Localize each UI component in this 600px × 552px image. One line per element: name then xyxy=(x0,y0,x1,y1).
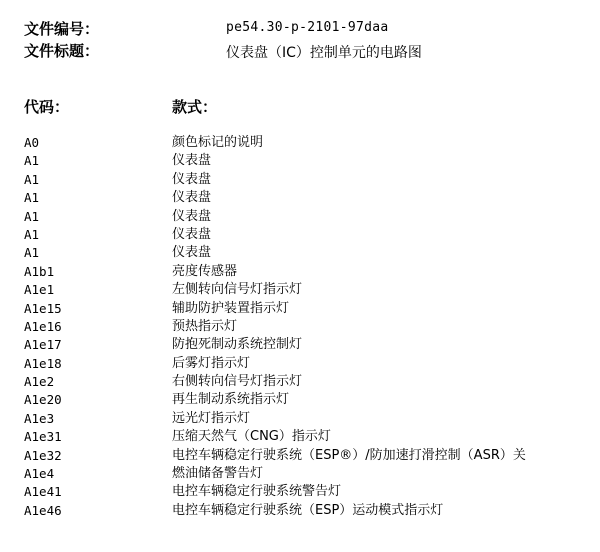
list-item xyxy=(0,281,600,299)
list-item xyxy=(0,171,600,189)
component-description: 压缩天然气（CNG）指示灯 xyxy=(172,429,331,445)
list-item xyxy=(0,391,600,409)
component-description: 仪表盘 xyxy=(172,190,212,206)
component-code: A1 xyxy=(24,226,40,242)
list-item xyxy=(0,189,600,207)
component-description: 后雾灯指示灯 xyxy=(172,355,251,371)
component-description: 仪表盘 xyxy=(172,208,212,224)
style-column-header: 款式： xyxy=(172,98,218,116)
component-code: A1e46 xyxy=(24,502,62,518)
component-description: 右侧转向信号灯指示灯 xyxy=(172,374,303,390)
code-column-header: 代码： xyxy=(24,98,70,116)
component-code: A1 xyxy=(24,245,40,261)
component-code: A1e32 xyxy=(24,447,62,463)
list-item xyxy=(0,300,600,318)
component-description: 仪表盘 xyxy=(172,226,212,242)
component-description: 仪表盘 xyxy=(172,153,212,169)
list-item xyxy=(0,428,600,446)
list-item xyxy=(0,208,600,226)
list-item xyxy=(0,152,600,170)
component-code: A1e17 xyxy=(24,337,62,353)
list-item xyxy=(0,465,600,483)
component-code: A1 xyxy=(24,171,40,187)
component-code: A1e20 xyxy=(24,392,62,408)
list-item xyxy=(0,318,600,336)
component-code: A1e3 xyxy=(24,410,55,426)
file-title-label: 文件标题： xyxy=(24,42,100,60)
component-description: 电控车辆稳定行驶系统（ESP）运动模式指示灯 xyxy=(172,502,444,518)
list-item xyxy=(0,336,600,354)
component-description: 辅助防护装置指示灯 xyxy=(172,300,290,316)
list-item xyxy=(0,355,600,373)
component-description: 电控车辆稳定行驶系统（ESP®）/防加速打滑控制（ASR）关 xyxy=(172,447,526,463)
component-description: 左侧转向信号灯指示灯 xyxy=(172,282,303,298)
component-description: 亮度传感器 xyxy=(172,263,238,279)
component-code: A1e4 xyxy=(24,466,55,482)
list-item xyxy=(0,373,600,391)
component-description: 颜色标记的说明 xyxy=(172,135,264,150)
component-description: 电控车辆稳定行驶系统警告灯 xyxy=(172,484,342,500)
component-description: 远光灯指示灯 xyxy=(172,410,251,426)
component-code: A1e18 xyxy=(24,355,62,371)
component-code: A1e31 xyxy=(24,429,62,445)
component-description: 燃油储备警告灯 xyxy=(172,466,264,482)
component-list xyxy=(0,134,600,520)
component-code: A1e16 xyxy=(24,318,62,334)
component-description: 再生制动系统指示灯 xyxy=(172,392,290,408)
component-code: A1 xyxy=(24,208,40,224)
file-number-label: 文件编号： xyxy=(24,20,100,38)
component-code: A1 xyxy=(24,153,40,169)
list-item xyxy=(0,134,600,152)
component-code: A1e15 xyxy=(24,300,62,316)
file-title-value: 仪表盘（IC）控制单元的电路图 xyxy=(226,45,422,61)
list-item xyxy=(0,483,600,501)
component-code: A1e2 xyxy=(24,374,55,390)
file-number-value: pe54.30-p-2101-97daa xyxy=(226,20,389,35)
component-code: A1 xyxy=(24,190,40,206)
list-item xyxy=(0,447,600,465)
component-code: A1e41 xyxy=(24,484,62,500)
list-item xyxy=(0,410,600,428)
component-code: A1e1 xyxy=(24,282,55,298)
list-item xyxy=(0,244,600,262)
component-code: A0 xyxy=(24,135,40,150)
component-description: 仪表盘 xyxy=(172,245,212,261)
component-description: 防抱死制动系统控制灯 xyxy=(172,337,303,353)
component-description: 仪表盘 xyxy=(172,171,212,187)
list-item xyxy=(0,263,600,281)
component-description: 预热指示灯 xyxy=(172,318,238,334)
list-item xyxy=(0,502,600,520)
list-item xyxy=(0,226,600,244)
component-code: A1b1 xyxy=(24,263,55,279)
